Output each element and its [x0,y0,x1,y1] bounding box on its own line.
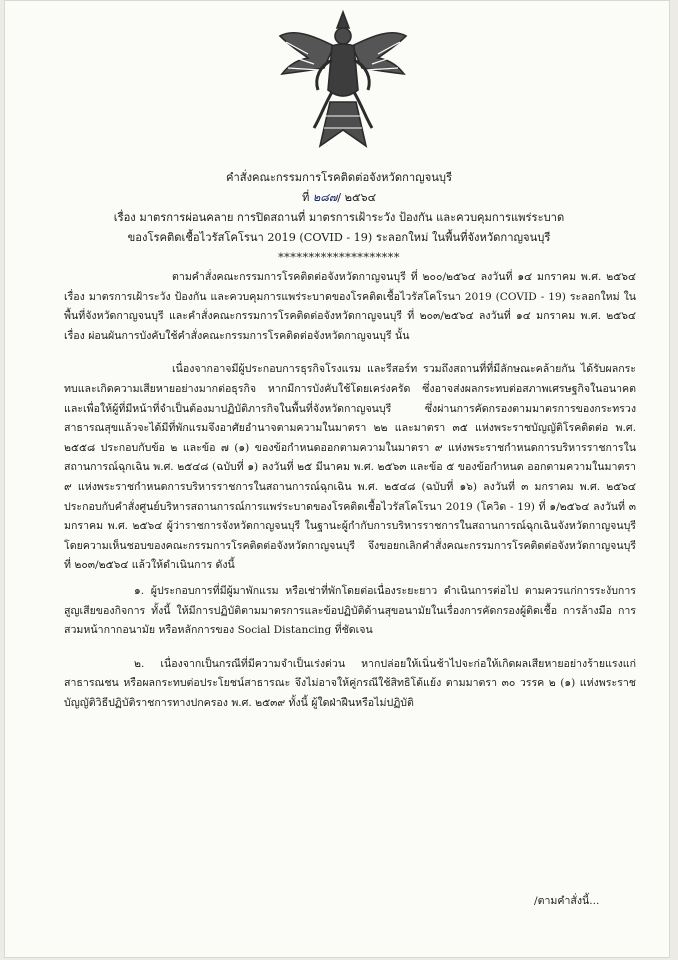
document-page [4,0,670,958]
paragraph-item-2: ๒. เนื่องจากเป็นกรณีที่มีความจำเป็นเร่งด่วน หากปล่อยให้เนิ่นช้าไปจะก่อให้เกิดผลเสียหายอย่างร้ายแรงแก่สาธารณชน หรือผลกระทบต่อประโยชน์สาธารณะ จึงไม่อาจให้คู่กรณีใช้สิทธิโต้แย้ง ตามมาตรา ๓๐ วรรค ๒ (๑) แห่งพระราชบัญญัติวิธีปฏิบัติราชการทางปกครอง พ.ศ. ๒๕๓๙ ทั้งนี้ ผู้ใดฝ่าฝืนหรือไม่ปฏิบัติ [64,657,636,709]
continuation-note: /ตามคำสั่งนี้... [534,895,600,907]
paragraph-item-1: ๑. ผู้ประกอบการที่มีผู้มาพักแรม หรือเช่าที่พักโดยต่อเนื่องระยะยาว ดำเนินการต่อไป ตามควรแก่การระงับการสูญเสียของกิจการ ทั้งนี้ ให้มีการปฏิบัติตามมาตรการและข้อปฏิบัติด้านสุขอนามัยในเรื่องการคัดกรองผู้ติดเชื้อ การล้างมือ การสวมหน้ากากอนามัย หรือหลักการของ Social Distancing ที่ชัดเจน [64,584,636,637]
subject-line-1: เรื่อง มาตรการผ่อนคลาย การปิดสถานที่ มาตรการเฝ้าระวัง ป้องกัน และควบคุมการแพร่ระบาด [113,211,565,224]
order-title: คำสั่งคณะกรรมการโรคติดต่อจังหวัดกาญจนบุรี [225,171,453,184]
header-divider: ******************** [278,251,400,264]
paragraph-reference: ตามคำสั่งคณะกรรมการโรคติดต่อจังหวัดกาญจนบุรี ที่ ๒๐๐/๒๕๖๔ ลงวันที่ ๑๔ มกราคม พ.ศ. ๒๕๖๔ เรื่อง มาตรการเฝ้าระวัง ป้องกัน และควบคุมการแพร่ระบาดของโรคติดเชื้อไวรัสโคโรนา 2019 (COVID - 19) ระลอกใหม่ ในพื้นที่จังหวัดกาญจนบุรี และคำสั่งคณะกรรมการโรคติดต่อจังหวัดกาญจนบุรี ที่ ๒๐๓/๒๕๖๔ ลงวันที่ ๑๔ มกราคม พ.ศ. ๒๕๖๔ เรื่อง ผ่อนผันการบังคับใช้คำสั่งคณะกรรมการโรคติดต่อจังหวัดกาญจนบุรี นั้น [64,271,636,342]
garuda-emblem-icon [274,6,412,154]
handwritten-number: ๒๘๗ [312,191,338,204]
order-number-suffix: / ๒๕๖๔ [337,191,377,204]
subject-line-2: ของโรคติดเชื้อไวรัสโคโรนา 2019 (COVID - 19) ระลอกใหม่ ในพื้นที่จังหวัดกาญจนบุรี [127,231,551,244]
order-number [44,188,634,208]
document-header [44,168,634,268]
document-body [64,268,636,727]
paragraph-reason: เนื่องจากอาจมีผู้ประกอบการธุรกิจโรงแรม และรีสอร์ท รวมถึงสถานที่ที่มีลักษณะคล้ายกัน ได้รับผลกระทบและเกิดความเสียหายอย่างมากต่อธุรกิจ หากมีการบังคับใช้โดยเคร่งครัด ซึ่งอาจส่งผลกระทบต่อสภาพเศรษฐกิจในอนาคต และเพื่อให้ผู้ที่มีหน้าที่จำเป็นต้องมาปฏิบัติภารกิจในพื้นที่จังหวัดกาญจนบุรี ซึ่งผ่านการคัดกรองตามมาตรการของกระทรวงสาธารณสุขแล้วจะได้มีที่พักแรมจึงอาศัยอำนาจตามความในมาตรา ๒๒ และมาตรา ๓๕ แห่งพระราชบัญญัติโรคติดต่อ พ.ศ. ๒๕๕๘ ประกอบกับข้อ ๒ และข้อ ๗ (๑) ของข้อกำหนดออกตามความในมาตรา ๙ แห่งพระราชกำหนดการบริหารราชการในสถานการณ์ฉุกเฉิน พ.ศ. ๒๕๔๘ (ฉบับที่ ๑) ลงวันที่ ๒๕ มีนาคม พ.ศ. ๒๕๖๓ และข้อ ๕ ของข้อกำหนด ออกตามความในมาตรา ๙ แห่งพระราชกำหนดการบริหารราชการในสถานการณ์ฉุกเฉิน พ.ศ. ๒๕๔๘ (ฉบับที่ ๑๖) ลงวันที่ ๓ มกราคม พ.ศ. ๒๕๖๔ ประกอบกับคำสั่งศูนย์บริหารสถานการณ์การแพร่ระบาดของโรคติดเชื้อไวรัสโคโรนา 2019 (โควิด - 19) ที่ ๑/๒๕๖๔ ลงวันที่ ๓ มกราคม พ.ศ. ๒๕๖๔ ผู้ว่าราชการจังหวัดกาญจนบุรี ในฐานะผู้กำกับการบริหารราชการในสถานการณ์ฉุกเฉินจังหวัดกาญจนบุรี โดยความเห็นชอบของคณะกรรมการโรคติดต่อจังหวัดกาญจนบุรี จึงขอยกเลิกคำสั่งคณะกรรมการโรคติดต่อจังหวัดกาญจนบุรี ที่ ๒๐๓/๒๕๖๔ แล้วให้ดำเนินการ ดังนี้ [64,363,636,572]
order-number-prefix: ที่ [301,191,313,204]
